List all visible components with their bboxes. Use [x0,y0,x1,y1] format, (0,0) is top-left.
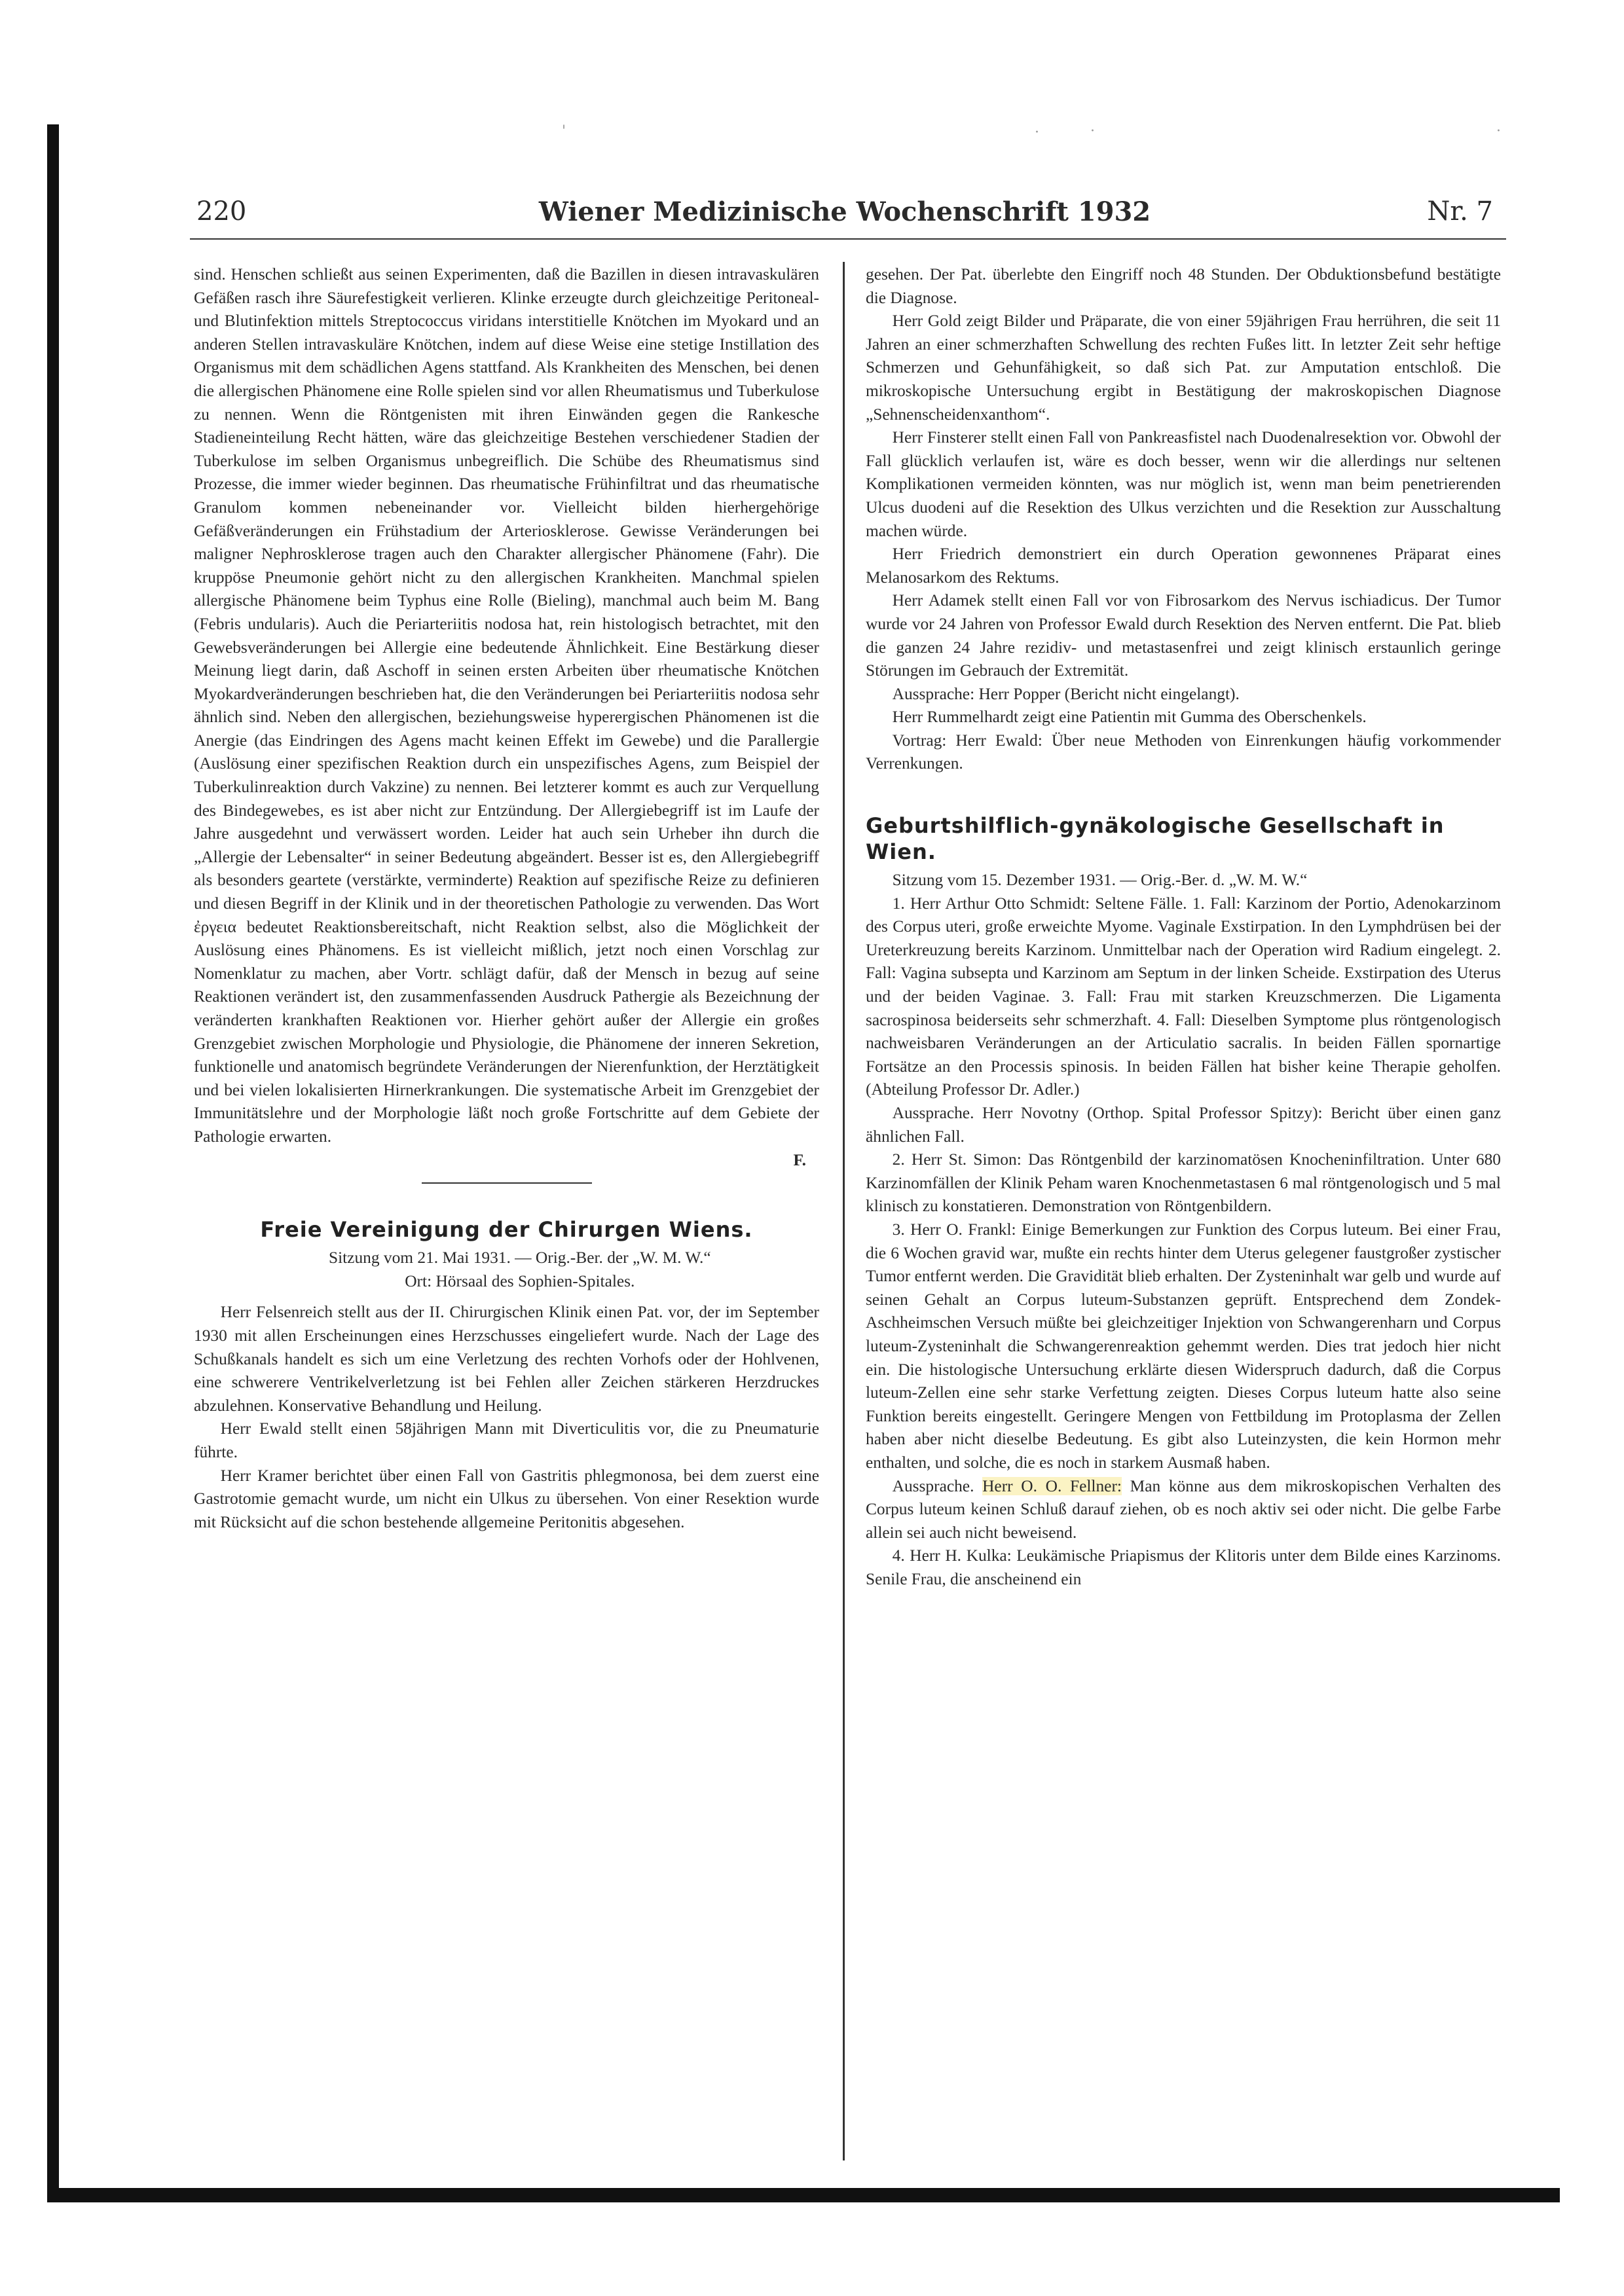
scan-speck: · [1496,123,1501,139]
body-paragraph: Herr Friedrich demonstriert ein durch Operation gewonnenes Präparat eines Melanosarkom des Rektums. [866,545,1501,587]
meeting-info: Sitzung vom 15. Dezember 1931. — Orig.-Ber. d. „W. M. W.“ [892,871,1308,890]
meeting-location: Ort: Hörsaal des Sophien-Spitales. [405,1271,635,1290]
body-paragraph: Herr Felsenreich stellt aus der II. Chirurgischen Klinik einen Pat. vor, der im September 1930 mit allen Erscheinungen eines Herzschusses eingeliefert wurde. Nach der Lage des Schußkanals handelt es sich um eine Verletzung des rechten Vorhofs oder der Hohlvenen, eine schwerere Ventrikelverletzung ist bei Fehlen aller Zeichen stärkeren Herzdruckes abzulehnen. Konservative Behandlung und Heilung. [194,1303,819,1415]
scan-speck: ' [562,123,566,139]
discussion-paragraph [866,1475,1501,1545]
body-paragraph: gesehen. Der Pat. überlebte den Eingriff noch 48 Stunden. Der Obduktionsbefund bestätigte die Diagnose. [866,265,1501,307]
body-paragraph: Herr Finsterer stellt einen Fall von Pankreasfistel nach Duodenalresektion vor. Obwohl der Fall glücklich verlaufen ist, wäre es doch besser, wenn wir die allerdings nur seltenen Komplikationen vermeiden könnten, was nur möglich ist, wenn man beim penetrierenden Ulcus duodeni auf die Resektion des Ulkus verzichten und die Resektion zur Ausschaltung machen würde. [866,428,1501,540]
right-column [866,263,1501,1591]
left-column [194,263,819,1534]
scan-speck: · [1090,123,1095,139]
body-paragraph: Herr Kramer berichtet über einen Fall von Gastritis phlegmonosa, bei dem zuerst eine Gastrotomie gemacht wurde, um nicht ein Ulkus zu übersehen. Von einer Resektion wurde mit Rücksicht auf die schon bestehende allgemeine Peritonitis abgesehen. [194,1466,819,1531]
section-separator [422,1182,592,1184]
issue-number: Nr. 7 [1427,196,1493,227]
scan-speck: · [1035,124,1039,141]
highlighted-speaker: Herr O. O. Fellner: [982,1476,1122,1495]
discussion-text: Man könne aus dem mikroskopischen Verhalten des Corpus luteum keinen Schluß darauf ziehen, ob es noch aktiv sei oder nicht. Die gelbe Farbe allein sei auch nicht beweisend. [866,1476,1501,1542]
author-signoff: F. [793,1150,806,1169]
body-paragraph: Vortrag: Herr Ewald: Über neue Methoden von Einrenkungen häufig vorkommender Verrenkungen. [866,731,1501,773]
meeting-info: Sitzung vom 21. Mai 1931. — Orig.-Ber. der „W. M. W.“ [328,1248,711,1267]
body-paragraph: 4. Herr H. Kulka: Leukämische Priapismus der Klitoris unter dem Bilde eines Karzinoms. Senile Frau, die anscheinend ein [866,1546,1501,1588]
body-paragraph: sind. Henschen schließt aus seinen Experimenten, daß die Bazillen in diesen intravaskulären Gefäßen rasch ihre Säurefestigkeit verlieren. Klinke erzeugte durch gleichzeitige Peritoneal- und Blutinfektion mittels Streptococcus viridans interstitielle Knötchen im Myokard und an anderen Stellen intravaskuläre Knötchen, indem auf diese Weise eine stetige Instillation des Organismus mit dem schädlichen Agens stattfand. Als Krankheiten des Menschen, bei denen die allergischen Phänomene eine Rolle spielen sind vor allen Rheumatismus und Tuberkulose zu nennen. Wenn die Röntgenisten mit ihren Einwänden gegen die Rankesche Stadieneinteilung Recht hätten, wäre das gleichzeitige Bestehen verschiedener Stadien der Tuberkulose im selben Organismus unbegreiflich. Die Schübe des Rheumatismus sind Prozesse, die immer wieder beginnen. Das rheumatische Frühinfiltrat und das rheumatische Granulom kommen nebeneinander vor. Vielleicht bilden hierhergehörige Gefäßveränderungen ein Frühstadium der Arteriosklerose. Gewisse Veränderungen bei maligner Nephrosklerose tragen auch den Charakter allergischer Phänomene (Fahr). Die kruppöse Pneumonie gehört nicht zu den allergischen Krankheiten. Manchmal spielen allergische Phänomene beim Typhus eine Rolle (Bieling), manchmal auch beim M. Bang (Febris undularis). Auch die Periarteriitis nodosa hat, rein histologisch betrachtet, mit den Gewebsveränderungen bei Allergie eine bedeutende Ähnlichkeit. Eine Bestärkung dieser Meinung liegt darin, daß Aschoff in seinen ersten Arbeiten über rheumatische Knötchen Myokardveränderungen beschrieben hat, die den Veränderungen bei Periarteriitis nodosa sehr ähnlich sind. Neben den allergischen, beziehungsweise hyperergischen Phänomenen ist die Anergie (das Eindringen des Agens macht keinen Effekt im Gewebe) und die Parallergie (Auslösung einer spezifischen Reaktion durch ein unspezifisches Agens, zum Beispiel der Tuberkulinreaktion durch Vakzine) zu nennen. Bei letzterer kommt es auch zur Verquellung des Bindegewebes, es ist aber nicht zur Entzündung. Der Allergiebegriff ist im Laufe der Jahre ausgedehnt und verwässert worden. Leider hat auch sein Urheber ihn durch die „Allergie der Lebensalter“ in seiner Bedeutung abgeändert. Besser ist es, den Allergiebegriff als besonders geartete (verstärkte, verminderte) Reaktion auf spezifische Reize zu definieren und diesen Begriff in der Klinik und in der theoretischen Pathologie zu verwenden. Das Wort ἐργεια bedeutet Reaktionsbereitschaft, nicht Reaktion selbst, also die Möglichkeit der Auslösung eines Phänomens. Es ist vielleicht mißlich, jetzt noch einen Vorschlag zur Nomenklatur zu machen, aber Vortr. schlägt dafür, daß der Mensch in bezug auf seine Reaktionen verändert ist, den zusammenfassenden Ausdruck Pathergie als Bezeichnung der veränderten krankhaften Reaktionen vor. Hierher gehört außer der Allergie ein großes Grenzgebiet zwischen Morphologie und Physiologie, die Phänomene der inneren Sekretion, funktionelle und anatomisch begründete Veränderungen der Nierenfunktion, der Herztätigkeit und bei vielen lokalisierten Hirnerkrankungen. Die systematische Arbeit im Grenzgebiet der Immunitätslehre und der Morphologie läßt noch große Fortschritte auf dem Gebiete der Pathologie erwarten. [194,265,819,1146]
journal-title: Wiener Medizinische Wochenschrift 1932 [538,196,1151,227]
column-divider [843,262,845,2160]
body-paragraph: Herr Gold zeigt Bilder und Präparate, die von einer 59jährigen Frau herrühren, die seit 11 Jahren an einer schmerzhaften Schwellung des rechten Fußes litt. In letzter Zeit sehr heftige Schmerzen und Gehunfähigkeit, so daß sich Pat. zur Amputation entschloß. Die mikroskopische Untersuchung ergibt in Bestätigung der makroskopischen Diagnose „Sehnenscheidenxanthom“. [866,312,1501,424]
page-header [196,196,1493,242]
body-paragraph: 2. Herr St. Simon: Das Röntgenbild der karzinomatösen Knocheninfiltration. Unter 680 Karzinomfällen der Klinik Peham waren Knochenmetastasen 6 mal röntgenologisch und 5 mal klinisch zu konstatieren. Demonstration von Röntgenbildern. [866,1150,1501,1216]
body-paragraph: 1. Herr Arthur Otto Schmidt: Seltene Fälle. 1. Fall: Karzinom der Portio, Adenokarzinom des Corpus uteri, große erweichte Myome. Vaginale Exstirpation. In den Lymphdrüsen bei der Ureterkreuzung bereits Karzinom. Unmittelbar nach der Operation wird Radium eingelegt. 2. Fall: Vagina subsepta und Karzinom am Septum in der linken Scheide. Exstirpation des Uterus und der beiden Vaginae. 3. Fall: Frau mit starken Kreuzschmerzen. Die Ligamenta sacrospinosa beiderseits sehr schmerzhaft. 4. Fall: Dieselben Symptome plus röntgenologisch nachweisbaren Veränderungen an der Articulatio sacralis. In beiden Fällen spornartige Fortsätze an den Processis spinosis. In beiden Fällen hat bisher keine Therapie geholfen. (Abteilung Professor Dr. Adler.) [866,894,1501,1099]
header-rule [190,238,1506,240]
body-paragraph: 3. Herr O. Frankl: Einige Bemerkungen zur Funktion des Corpus luteum. Bei einer Frau, die 6 Wochen gravid war, mußte ein rechts hinter dem Uterus gelegener faustgroßer zystischer Tumor entfernt werden. Die Gravidität blieb erhalten. Der Zysteninhalt war gelb und wurde auf seinen Gehalt an Corpus luteum-Substanzen geprüft. Entsprechend dem Zondek-Aschheimschen Versuch müßte bei gleichzeitiger Injektion von Schwangerenharn und Corpus luteum-Zysteninhalt die Schwangerenreaktion gehemmt werden. Dies trat jedoch hier nicht ein. Die histologische Untersuchung erklärte diesen Widerspruch dadurch, daß die Corpus luteum-Zellen eine sehr starke Verfettung zeigten. Dieses Corpus luteum hatte also seine Funktion bereits eingestellt. Geringere Mengen von Fettbildung im Protoplasma der Zellen haben aber nicht dieselbe Bedeutung. Es gibt also Luteinzysten, die kein Hormon mehr enthalten, und solche, die es noch in starkem Ausmaß haben. [866,1220,1501,1472]
body-paragraph: Herr Adamek stellt einen Fall vor von Fibrosarkom des Nervus ischiadicus. Der Tumor wurde vor 24 Jahren von Professor Ewald durch Resektion des Nerven entfernt. Die Pat. blieb die ganzen 24 Jahre rezidiv- und metastasenfrei und zeigt klinisch erstaunlich geringe Störungen im Gebrauch der Extremität. [866,591,1501,680]
scan-border-left [47,124,59,2200]
page-number: 220 [196,196,247,227]
body-paragraph: Aussprache: Herr Popper (Bericht nicht eingelangt). [892,684,1240,703]
scan-border-bottom [47,2188,1560,2202]
section-title: Geburtshilflich-gynäkologische Gesellschaft in Wien. [866,813,1445,865]
section-title: Freie Vereinigung der Chirurgen Wiens. [260,1217,753,1243]
discussion-label: Aussprache. [892,1476,974,1495]
body-paragraph: Herr Ewald stellt einen 58jährigen Mann mit Diverticulitis vor, die zu Pneumaturie führte. [194,1419,819,1461]
body-paragraph: Aussprache. Herr Novotny (Orthop. Spital Professor Spitzy): Bericht über einen ganz ähnlichen Fall. [866,1104,1501,1146]
body-paragraph: Herr Rummelhardt zeigt eine Patientin mit Gumma des Oberschenkels. [892,708,1367,727]
